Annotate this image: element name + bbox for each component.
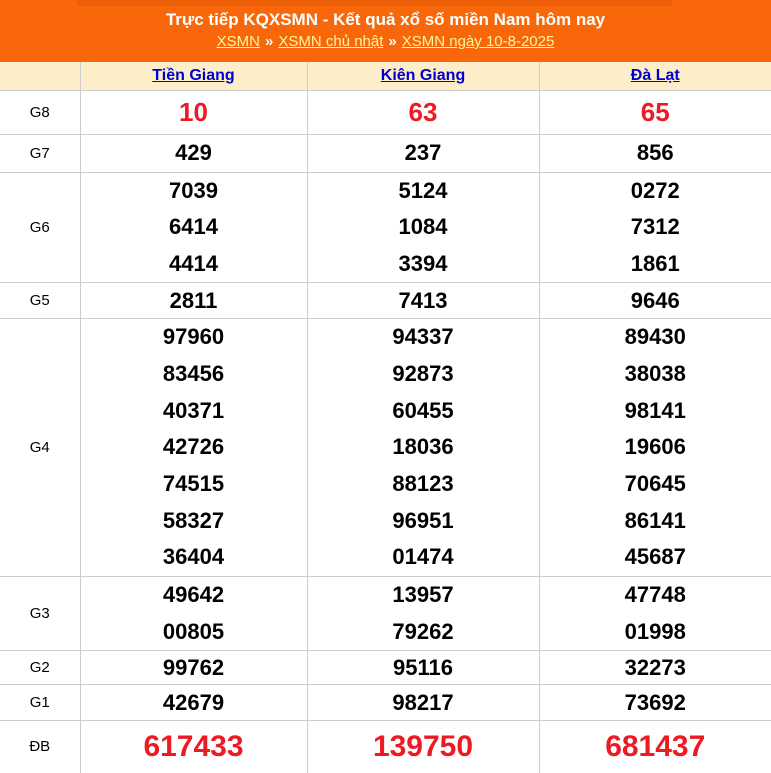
result-g5-tien-giang: 2811: [80, 283, 307, 319]
prize-label-db: ĐB: [0, 721, 80, 773]
prize-row-g3: [0, 577, 771, 651]
result-number: 86141: [540, 503, 771, 540]
result-number: 60455: [308, 393, 539, 430]
result-number: 47748: [540, 577, 771, 614]
result-number: 92873: [308, 356, 539, 393]
result-g4-da-lat: [539, 319, 771, 577]
result-number: 98141: [540, 393, 771, 430]
breadcrumb-separator: »: [265, 33, 273, 50]
prize-label-g2: G2: [0, 651, 80, 685]
table-header-row: [0, 62, 771, 90]
result-number: 96951: [308, 503, 539, 540]
result-g4-tien-giang: [80, 319, 307, 577]
prize-row-g2: [0, 651, 771, 685]
prize-row-db: [0, 721, 771, 773]
column-header-link-da-lat[interactable]: Đà Lạt: [631, 67, 680, 84]
result-number: 74515: [81, 466, 307, 503]
result-number: 6414: [81, 209, 307, 246]
result-number: 3394: [308, 246, 539, 283]
result-number: 70645: [540, 466, 771, 503]
prize-row-g1: [0, 685, 771, 721]
results-table: [0, 62, 771, 773]
prize-row-g6: [0, 172, 771, 283]
result-g3-da-lat: [539, 577, 771, 651]
result-number: 36404: [81, 539, 307, 576]
result-number: 0272: [540, 173, 771, 210]
prize-label-g6: G6: [0, 172, 80, 283]
result-g7-da-lat: 856: [539, 134, 771, 172]
result-g3-kien-giang: [307, 577, 539, 651]
result-g7-tien-giang: 429: [80, 134, 307, 172]
prize-label-g5: G5: [0, 283, 80, 319]
header-top-strip: [77, 0, 672, 6]
result-number: 19606: [540, 429, 771, 466]
column-header-da-lat: [539, 62, 771, 90]
result-number: 94337: [308, 319, 539, 356]
result-number: 01474: [308, 539, 539, 576]
result-number: 49642: [81, 577, 307, 614]
result-g6-tien-giang: [80, 172, 307, 283]
result-g2-tien-giang: 99762: [80, 651, 307, 685]
result-number: 79262: [308, 614, 539, 651]
breadcrumb-separator: »: [388, 33, 396, 50]
result-g8-da-lat: 65: [539, 90, 771, 134]
result-g1-kien-giang: 98217: [307, 685, 539, 721]
result-number: 1084: [308, 209, 539, 246]
result-number: 1861: [540, 246, 771, 283]
result-number: 4414: [81, 246, 307, 283]
prize-label-g7: G7: [0, 134, 80, 172]
column-header-link-tien-giang[interactable]: Tiền Giang: [152, 67, 234, 84]
column-header-link-kien-giang[interactable]: Kiên Giang: [381, 67, 465, 84]
result-db-da-lat: 681437: [539, 721, 771, 773]
prize-label-g4: G4: [0, 319, 80, 577]
result-g8-kien-giang: 63: [307, 90, 539, 134]
result-number: 7312: [540, 209, 771, 246]
result-number: 88123: [308, 466, 539, 503]
result-g7-kien-giang: 237: [307, 134, 539, 172]
result-number: 58327: [81, 503, 307, 540]
result-g2-da-lat: 32273: [539, 651, 771, 685]
result-number: 97960: [81, 319, 307, 356]
breadcrumb: [0, 31, 771, 53]
result-db-kien-giang: 139750: [307, 721, 539, 773]
corner-cell: [0, 62, 80, 90]
result-number: 5124: [308, 173, 539, 210]
result-number: 18036: [308, 429, 539, 466]
result-number: 13957: [308, 577, 539, 614]
result-number: 45687: [540, 539, 771, 576]
result-db-tien-giang: 617433: [80, 721, 307, 773]
prize-row-g8: [0, 90, 771, 134]
page-title: Trực tiếp KQXSMN - Kết quả xổ số miền Nam hôm nay: [0, 0, 771, 31]
result-number: 89430: [540, 319, 771, 356]
result-g6-kien-giang: [307, 172, 539, 283]
result-g2-kien-giang: 95116: [307, 651, 539, 685]
page-header: [0, 0, 771, 62]
result-g4-kien-giang: [307, 319, 539, 577]
prize-row-g4: [0, 319, 771, 577]
prize-label-g8: G8: [0, 90, 80, 134]
result-number: 38038: [540, 356, 771, 393]
result-g3-tien-giang: [80, 577, 307, 651]
breadcrumb-link-xsmn-date[interactable]: XSMN ngày 10-8-2025: [402, 33, 555, 50]
result-g1-da-lat: 73692: [539, 685, 771, 721]
result-number: 40371: [81, 393, 307, 430]
result-g8-tien-giang: 10: [80, 90, 307, 134]
result-g5-kien-giang: 7413: [307, 283, 539, 319]
breadcrumb-link-xsmn-chu-nhat[interactable]: XSMN chủ nhật: [278, 33, 383, 50]
result-number: 7039: [81, 173, 307, 210]
prize-label-g1: G1: [0, 685, 80, 721]
result-number: 01998: [540, 614, 771, 651]
column-header-kien-giang: [307, 62, 539, 90]
prize-row-g5: [0, 283, 771, 319]
result-g1-tien-giang: 42679: [80, 685, 307, 721]
prize-label-g3: G3: [0, 577, 80, 651]
breadcrumb-link-xsmn[interactable]: XSMN: [217, 33, 260, 50]
result-g5-da-lat: 9646: [539, 283, 771, 319]
prize-row-g7: [0, 134, 771, 172]
result-number: 83456: [81, 356, 307, 393]
result-g6-da-lat: [539, 172, 771, 283]
column-header-tien-giang: [80, 62, 307, 90]
result-number: 00805: [81, 614, 307, 651]
result-number: 42726: [81, 429, 307, 466]
